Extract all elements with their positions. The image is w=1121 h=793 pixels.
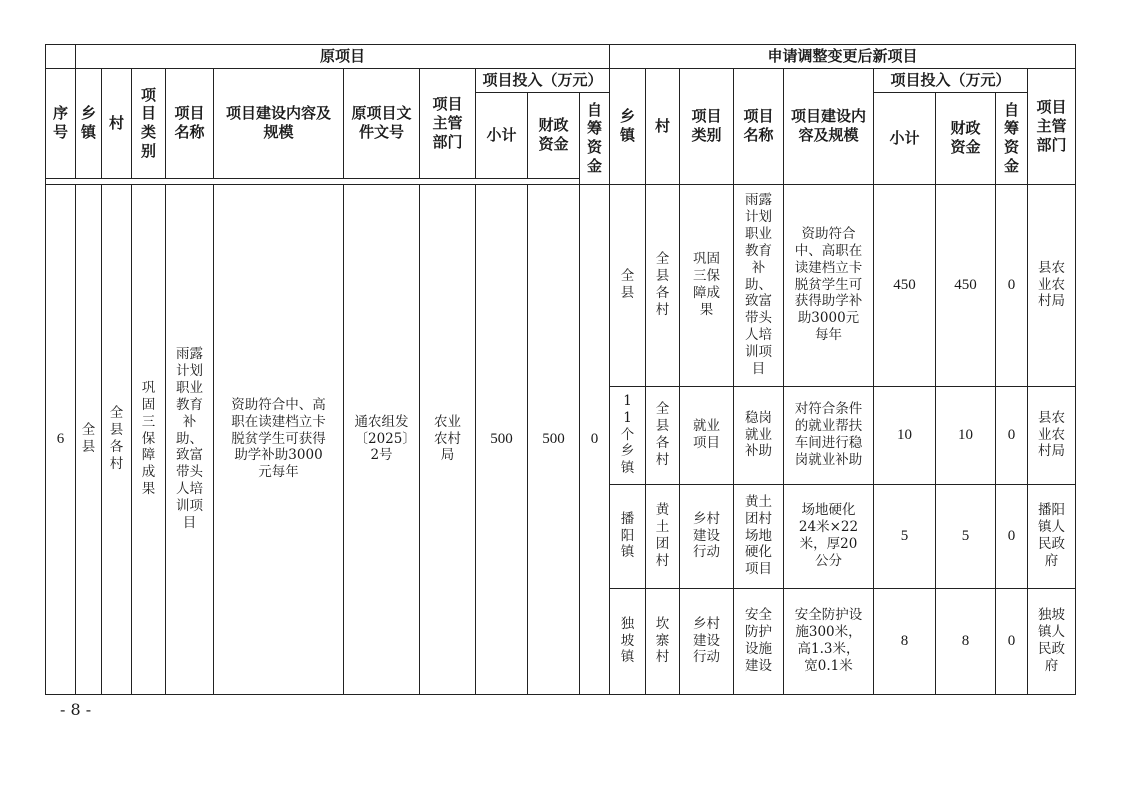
new-category: 乡村建设行动 xyxy=(680,484,734,588)
new-fiscal: 10 xyxy=(936,386,996,484)
col-subtotal: 小计 xyxy=(476,92,528,178)
new-village: 坎寨村 xyxy=(646,588,680,694)
new-self: 0 xyxy=(996,386,1028,484)
new-town: 独坡镇 xyxy=(610,588,646,694)
col-no: 序号 xyxy=(46,68,76,178)
original-self: 0 xyxy=(580,184,610,694)
new-fiscal: 450 xyxy=(936,184,996,386)
adjustment-table xyxy=(45,44,1076,695)
new-category: 就业项目 xyxy=(680,386,734,484)
col-self: 自筹资金 xyxy=(580,92,610,184)
original-investment-group: 项目投入（万元） xyxy=(476,68,610,92)
new-col-fiscal: 财政资金 xyxy=(936,92,996,184)
new-col-town: 乡镇 xyxy=(610,68,646,184)
new-subtotal: 450 xyxy=(874,184,936,386)
new-town: 11个乡镇 xyxy=(610,386,646,484)
new-fiscal: 5 xyxy=(936,484,996,588)
new-village: 全县各村 xyxy=(646,386,680,484)
col-dept: 项目主管部门 xyxy=(420,68,476,178)
new-col-self: 自筹资金 xyxy=(996,92,1028,184)
new-fiscal: 8 xyxy=(936,588,996,694)
original-village: 全县各村 xyxy=(102,184,132,694)
new-village: 黄土团村 xyxy=(646,484,680,588)
col-content: 项目建设内容及规模 xyxy=(214,68,344,178)
new-name: 稳岗就业补助 xyxy=(734,386,784,484)
original-dept: 农业农村局 xyxy=(420,184,476,694)
new-self: 0 xyxy=(996,184,1028,386)
original-doc-no: 通农组发〔2025〕2号 xyxy=(344,184,420,694)
original-content: 资助符合中、高职在读建档立卡脱贫学生可获得助学补助3000元每年 xyxy=(214,184,344,694)
new-dept: 县农业农村局 xyxy=(1028,386,1076,484)
new-self: 0 xyxy=(996,588,1028,694)
new-village: 全县各村 xyxy=(646,184,680,386)
col-town: 乡镇 xyxy=(76,68,102,178)
original-project-group: 原项目 xyxy=(76,45,610,69)
new-col-name: 项目名称 xyxy=(734,68,784,184)
new-dept: 播阳镇人民政府 xyxy=(1028,484,1076,588)
new-project-group: 申请调整变更后新项目 xyxy=(610,45,1076,69)
new-subtotal: 8 xyxy=(874,588,936,694)
new-self: 0 xyxy=(996,484,1028,588)
original-fiscal: 500 xyxy=(528,184,580,694)
original-category: 巩固三保障成果 xyxy=(132,184,166,694)
new-dept: 独坡镇人民政府 xyxy=(1028,588,1076,694)
new-town: 全县 xyxy=(610,184,646,386)
new-name: 雨露计划职业教育补助、致富带头人培训项目 xyxy=(734,184,784,386)
col-name: 项目名称 xyxy=(166,68,214,178)
new-content: 场地硬化24米×22米，厚20公分 xyxy=(784,484,874,588)
new-investment-group: 项目投入（万元） xyxy=(874,68,1028,92)
col-category: 项目类别 xyxy=(132,68,166,178)
new-col-village: 村 xyxy=(646,68,680,184)
new-col-dept: 项目主管部门 xyxy=(1028,68,1076,184)
new-category: 乡村建设行动 xyxy=(680,588,734,694)
header-blank xyxy=(46,45,76,69)
original-no: 6 xyxy=(46,184,76,694)
new-name: 安全防护设施建设 xyxy=(734,588,784,694)
new-col-subtotal: 小计 xyxy=(874,92,936,184)
col-fiscal: 财政资金 xyxy=(528,92,580,178)
new-dept: 县农业农村局 xyxy=(1028,184,1076,386)
new-content: 对符合条件的就业帮扶车间进行稳岗就业补助 xyxy=(784,386,874,484)
original-name: 雨露计划职业教育补助、致富带头人培训项目 xyxy=(166,184,214,694)
col-doc-no: 原项目文件文号 xyxy=(344,68,420,178)
new-category: 巩固三保障成果 xyxy=(680,184,734,386)
new-name: 黄土团村场地硬化项目 xyxy=(734,484,784,588)
new-town: 播阳镇 xyxy=(610,484,646,588)
new-col-category: 项目类别 xyxy=(680,68,734,184)
original-town: 全县 xyxy=(76,184,102,694)
new-content: 资助符合中、高职在读建档立卡脱贫学生可获得助学补助3000元每年 xyxy=(784,184,874,386)
new-subtotal: 5 xyxy=(874,484,936,588)
original-subtotal: 500 xyxy=(476,184,528,694)
col-village: 村 xyxy=(102,68,132,178)
new-content: 安全防护设施300米，高1.3米，宽0.1米 xyxy=(784,588,874,694)
page-number: - 8 - xyxy=(60,700,92,719)
new-col-content: 项目建设内容及规模 xyxy=(784,68,874,184)
new-subtotal: 10 xyxy=(874,386,936,484)
